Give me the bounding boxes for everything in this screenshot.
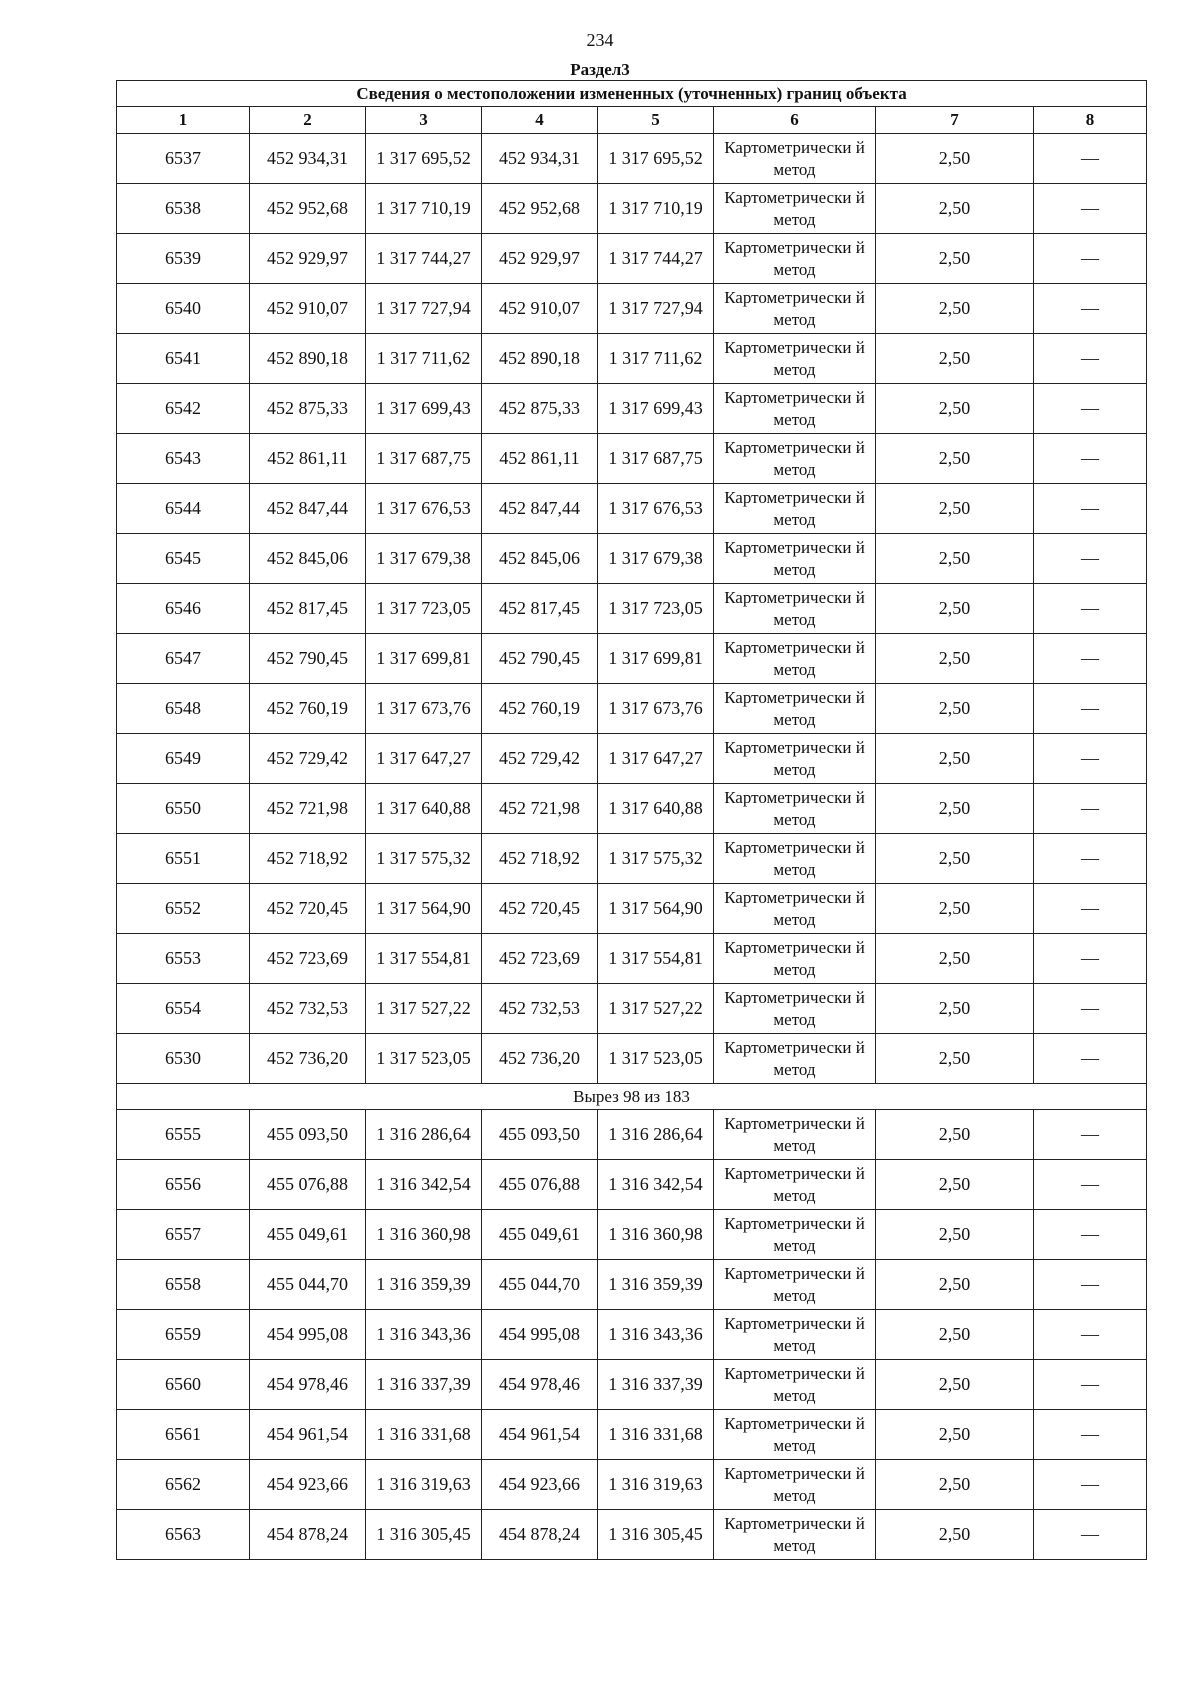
column-number: 3 <box>366 107 482 134</box>
y-new-cell: 1 317 647,27 <box>598 734 714 784</box>
accuracy-cell: 2,50 <box>876 384 1034 434</box>
y-old-cell: 1 317 699,81 <box>366 634 482 684</box>
y-new-cell: 1 316 342,54 <box>598 1160 714 1210</box>
y-old-cell: 1 316 359,39 <box>366 1260 482 1310</box>
y-new-cell: 1 317 710,19 <box>598 184 714 234</box>
note-cell: — <box>1034 734 1147 784</box>
y-new-cell: 1 317 744,27 <box>598 234 714 284</box>
x-new-cell: 452 910,07 <box>482 284 598 334</box>
table-row <box>117 134 1147 184</box>
y-old-cell: 1 316 319,63 <box>366 1460 482 1510</box>
method-cell: Картометрически й метод <box>714 1410 876 1460</box>
accuracy-cell: 2,50 <box>876 1360 1034 1410</box>
x-new-cell: 452 890,18 <box>482 334 598 384</box>
y-new-cell: 1 317 711,62 <box>598 334 714 384</box>
column-number: 4 <box>482 107 598 134</box>
accuracy-cell: 2,50 <box>876 684 1034 734</box>
point-number-cell: 6542 <box>117 384 250 434</box>
y-old-cell: 1 317 554,81 <box>366 934 482 984</box>
method-cell: Картометрически й метод <box>714 1260 876 1310</box>
y-old-cell: 1 317 699,43 <box>366 384 482 434</box>
method-cell: Картометрически й метод <box>714 884 876 934</box>
y-old-cell: 1 316 331,68 <box>366 1410 482 1460</box>
accuracy-cell: 2,50 <box>876 484 1034 534</box>
x-old-cell: 454 978,46 <box>250 1360 366 1410</box>
note-cell: — <box>1034 1410 1147 1460</box>
note-cell: — <box>1034 984 1147 1034</box>
y-old-cell: 1 317 723,05 <box>366 584 482 634</box>
x-old-cell: 452 952,68 <box>250 184 366 234</box>
x-new-cell: 452 760,19 <box>482 684 598 734</box>
table-caption: Сведения о местоположении измененных (уточненных) границ объекта <box>117 81 1147 107</box>
accuracy-cell: 2,50 <box>876 534 1034 584</box>
x-old-cell: 452 845,06 <box>250 534 366 584</box>
y-new-cell: 1 316 337,39 <box>598 1360 714 1410</box>
x-old-cell: 452 910,07 <box>250 284 366 334</box>
table-row <box>117 1510 1147 1560</box>
y-new-cell: 1 317 699,43 <box>598 384 714 434</box>
method-cell: Картометрически й метод <box>714 734 876 784</box>
accuracy-cell: 2,50 <box>876 1160 1034 1210</box>
point-number-cell: 6548 <box>117 684 250 734</box>
point-number-cell: 6547 <box>117 634 250 684</box>
accuracy-cell: 2,50 <box>876 1110 1034 1160</box>
y-new-cell: 1 316 286,64 <box>598 1110 714 1160</box>
x-old-cell: 452 861,11 <box>250 434 366 484</box>
point-number-cell: 6546 <box>117 584 250 634</box>
point-number-cell: 6563 <box>117 1510 250 1560</box>
accuracy-cell: 2,50 <box>876 584 1034 634</box>
x-old-cell: 452 720,45 <box>250 884 366 934</box>
column-number: 7 <box>876 107 1034 134</box>
y-new-cell: 1 317 640,88 <box>598 784 714 834</box>
x-old-cell: 452 875,33 <box>250 384 366 434</box>
y-new-cell: 1 316 305,45 <box>598 1510 714 1560</box>
y-new-cell: 1 317 687,75 <box>598 434 714 484</box>
note-cell: — <box>1034 784 1147 834</box>
column-number: 6 <box>714 107 876 134</box>
point-number-cell: 6553 <box>117 934 250 984</box>
y-new-cell: 1 317 673,76 <box>598 684 714 734</box>
x-new-cell: 455 076,88 <box>482 1160 598 1210</box>
method-cell: Картометрически й метод <box>714 1460 876 1510</box>
x-new-cell: 454 995,08 <box>482 1310 598 1360</box>
y-old-cell: 1 317 710,19 <box>366 184 482 234</box>
accuracy-cell: 2,50 <box>876 1210 1034 1260</box>
table-row <box>117 934 1147 984</box>
y-old-cell: 1 317 744,27 <box>366 234 482 284</box>
accuracy-cell: 2,50 <box>876 984 1034 1034</box>
method-cell: Картометрически й метод <box>714 534 876 584</box>
x-new-cell: 452 720,45 <box>482 884 598 934</box>
point-number-cell: 6545 <box>117 534 250 584</box>
x-new-cell: 452 718,92 <box>482 834 598 884</box>
note-cell: — <box>1034 884 1147 934</box>
y-new-cell: 1 317 723,05 <box>598 584 714 634</box>
y-old-cell: 1 317 564,90 <box>366 884 482 934</box>
y-old-cell: 1 317 676,53 <box>366 484 482 534</box>
table-row <box>117 684 1147 734</box>
accuracy-cell: 2,50 <box>876 634 1034 684</box>
method-cell: Картометрически й метод <box>714 434 876 484</box>
table-row <box>117 784 1147 834</box>
y-new-cell: 1 317 527,22 <box>598 984 714 1034</box>
note-cell: — <box>1034 134 1147 184</box>
accuracy-cell: 2,50 <box>876 134 1034 184</box>
note-cell: — <box>1034 1260 1147 1310</box>
point-number-cell: 6561 <box>117 1410 250 1460</box>
x-old-cell: 455 044,70 <box>250 1260 366 1310</box>
y-new-cell: 1 317 727,94 <box>598 284 714 334</box>
section-label-row <box>117 1084 1147 1110</box>
point-number-cell: 6549 <box>117 734 250 784</box>
x-new-cell: 452 845,06 <box>482 534 598 584</box>
x-new-cell: 452 729,42 <box>482 734 598 784</box>
table-row <box>117 1160 1147 1210</box>
method-cell: Картометрически й метод <box>714 484 876 534</box>
method-cell: Картометрически й метод <box>714 234 876 284</box>
accuracy-cell: 2,50 <box>876 334 1034 384</box>
x-new-cell: 452 875,33 <box>482 384 598 434</box>
x-old-cell: 452 718,92 <box>250 834 366 884</box>
x-new-cell: 452 934,31 <box>482 134 598 184</box>
accuracy-cell: 2,50 <box>876 234 1034 284</box>
note-cell: — <box>1034 634 1147 684</box>
accuracy-cell: 2,50 <box>876 884 1034 934</box>
y-old-cell: 1 317 679,38 <box>366 534 482 584</box>
y-old-cell: 1 316 360,98 <box>366 1210 482 1260</box>
y-new-cell: 1 316 359,39 <box>598 1260 714 1310</box>
note-cell: — <box>1034 384 1147 434</box>
x-new-cell: 455 093,50 <box>482 1110 598 1160</box>
y-old-cell: 1 316 286,64 <box>366 1110 482 1160</box>
x-old-cell: 452 760,19 <box>250 684 366 734</box>
y-new-cell: 1 316 343,36 <box>598 1310 714 1360</box>
table-row <box>117 434 1147 484</box>
x-old-cell: 452 736,20 <box>250 1034 366 1084</box>
point-number-cell: 6560 <box>117 1360 250 1410</box>
x-new-cell: 454 978,46 <box>482 1360 598 1410</box>
accuracy-cell: 2,50 <box>876 1460 1034 1510</box>
table-row <box>117 534 1147 584</box>
x-old-cell: 452 732,53 <box>250 984 366 1034</box>
point-number-cell: 6555 <box>117 1110 250 1160</box>
table-row <box>117 634 1147 684</box>
point-number-cell: 6556 <box>117 1160 250 1210</box>
accuracy-cell: 2,50 <box>876 1034 1034 1084</box>
x-old-cell: 452 721,98 <box>250 784 366 834</box>
column-number: 2 <box>250 107 366 134</box>
note-cell: — <box>1034 1034 1147 1084</box>
accuracy-cell: 2,50 <box>876 284 1034 334</box>
table-row <box>117 484 1147 534</box>
x-new-cell: 452 817,45 <box>482 584 598 634</box>
x-new-cell: 452 732,53 <box>482 984 598 1034</box>
x-old-cell: 455 093,50 <box>250 1110 366 1160</box>
table-row <box>117 834 1147 884</box>
method-cell: Картометрически й метод <box>714 1360 876 1410</box>
accuracy-cell: 2,50 <box>876 434 1034 484</box>
method-cell: Картометрически й метод <box>714 834 876 884</box>
table-row <box>117 884 1147 934</box>
y-new-cell: 1 317 564,90 <box>598 884 714 934</box>
y-old-cell: 1 316 343,36 <box>366 1310 482 1360</box>
column-number: 5 <box>598 107 714 134</box>
x-old-cell: 452 847,44 <box>250 484 366 534</box>
x-new-cell: 455 044,70 <box>482 1260 598 1310</box>
y-old-cell: 1 317 647,27 <box>366 734 482 784</box>
y-old-cell: 1 316 337,39 <box>366 1360 482 1410</box>
point-number-cell: 6554 <box>117 984 250 1034</box>
x-old-cell: 454 961,54 <box>250 1410 366 1460</box>
section-label: Вырез 98 из 183 <box>117 1084 1147 1110</box>
note-cell: — <box>1034 1310 1147 1360</box>
table-row <box>117 584 1147 634</box>
accuracy-cell: 2,50 <box>876 784 1034 834</box>
table-row <box>117 1460 1147 1510</box>
y-new-cell: 1 317 699,81 <box>598 634 714 684</box>
point-number-cell: 6544 <box>117 484 250 534</box>
method-cell: Картометрически й метод <box>714 134 876 184</box>
y-new-cell: 1 317 523,05 <box>598 1034 714 1084</box>
x-old-cell: 452 790,45 <box>250 634 366 684</box>
accuracy-cell: 2,50 <box>876 1310 1034 1360</box>
y-old-cell: 1 317 523,05 <box>366 1034 482 1084</box>
y-old-cell: 1 316 342,54 <box>366 1160 482 1210</box>
coordinates-table <box>116 80 1147 1560</box>
x-old-cell: 454 923,66 <box>250 1460 366 1510</box>
note-cell: — <box>1034 934 1147 984</box>
table-row <box>117 334 1147 384</box>
x-new-cell: 452 723,69 <box>482 934 598 984</box>
y-old-cell: 1 317 673,76 <box>366 684 482 734</box>
note-cell: — <box>1034 234 1147 284</box>
x-old-cell: 452 890,18 <box>250 334 366 384</box>
x-new-cell: 452 952,68 <box>482 184 598 234</box>
note-cell: — <box>1034 184 1147 234</box>
accuracy-cell: 2,50 <box>876 1510 1034 1560</box>
x-old-cell: 455 049,61 <box>250 1210 366 1260</box>
method-cell: Картометрически й метод <box>714 584 876 634</box>
note-cell: — <box>1034 1360 1147 1410</box>
point-number-cell: 6538 <box>117 184 250 234</box>
y-new-cell: 1 317 575,32 <box>598 834 714 884</box>
x-new-cell: 454 878,24 <box>482 1510 598 1560</box>
note-cell: — <box>1034 284 1147 334</box>
y-old-cell: 1 316 305,45 <box>366 1510 482 1560</box>
point-number-cell: 6539 <box>117 234 250 284</box>
x-old-cell: 452 723,69 <box>250 934 366 984</box>
point-number-cell: 6537 <box>117 134 250 184</box>
y-old-cell: 1 317 727,94 <box>366 284 482 334</box>
point-number-cell: 6543 <box>117 434 250 484</box>
x-old-cell: 454 878,24 <box>250 1510 366 1560</box>
method-cell: Картометрически й метод <box>714 284 876 334</box>
x-old-cell: 452 729,42 <box>250 734 366 784</box>
note-cell: — <box>1034 1510 1147 1560</box>
method-cell: Картометрически й метод <box>714 784 876 834</box>
point-number-cell: 6541 <box>117 334 250 384</box>
x-new-cell: 452 929,97 <box>482 234 598 284</box>
accuracy-cell: 2,50 <box>876 734 1034 784</box>
x-new-cell: 452 736,20 <box>482 1034 598 1084</box>
point-number-cell: 6558 <box>117 1260 250 1310</box>
point-number-cell: 6551 <box>117 834 250 884</box>
y-old-cell: 1 317 711,62 <box>366 334 482 384</box>
point-number-cell: 6557 <box>117 1210 250 1260</box>
method-cell: Картометрически й метод <box>714 934 876 984</box>
method-cell: Картометрически й метод <box>714 184 876 234</box>
x-old-cell: 452 817,45 <box>250 584 366 634</box>
point-number-cell: 6540 <box>117 284 250 334</box>
x-new-cell: 455 049,61 <box>482 1210 598 1260</box>
method-cell: Картометрически й метод <box>714 1310 876 1360</box>
table-row <box>117 184 1147 234</box>
note-cell: — <box>1034 334 1147 384</box>
method-cell: Картометрически й метод <box>714 334 876 384</box>
x-old-cell: 455 076,88 <box>250 1160 366 1210</box>
table-row <box>117 1034 1147 1084</box>
point-number-cell: 6562 <box>117 1460 250 1510</box>
column-number: 8 <box>1034 107 1147 134</box>
note-cell: — <box>1034 534 1147 584</box>
table-row <box>117 1260 1147 1310</box>
note-cell: — <box>1034 1110 1147 1160</box>
method-cell: Картометрически й метод <box>714 984 876 1034</box>
method-cell: Картометрически й метод <box>714 1034 876 1084</box>
note-cell: — <box>1034 584 1147 634</box>
table-body <box>117 134 1147 1560</box>
x-new-cell: 452 790,45 <box>482 634 598 684</box>
accuracy-cell: 2,50 <box>876 1410 1034 1460</box>
y-old-cell: 1 317 687,75 <box>366 434 482 484</box>
note-cell: — <box>1034 1460 1147 1510</box>
note-cell: — <box>1034 684 1147 734</box>
point-number-cell: 6530 <box>117 1034 250 1084</box>
y-new-cell: 1 316 319,63 <box>598 1460 714 1510</box>
table-row <box>117 1410 1147 1460</box>
point-number-cell: 6552 <box>117 884 250 934</box>
accuracy-cell: 2,50 <box>876 934 1034 984</box>
section-title: Раздел3 <box>570 60 630 79</box>
y-old-cell: 1 317 640,88 <box>366 784 482 834</box>
y-new-cell: 1 316 331,68 <box>598 1410 714 1460</box>
y-new-cell: 1 317 676,53 <box>598 484 714 534</box>
column-number-row <box>117 107 1147 134</box>
method-cell: Картометрически й метод <box>714 634 876 684</box>
method-cell: Картометрически й метод <box>714 1110 876 1160</box>
table-row <box>117 984 1147 1034</box>
note-cell: — <box>1034 834 1147 884</box>
point-number-cell: 6550 <box>117 784 250 834</box>
method-cell: Картометрически й метод <box>714 1160 876 1210</box>
table-row <box>117 234 1147 284</box>
method-cell: Картометрически й метод <box>714 1210 876 1260</box>
x-old-cell: 454 995,08 <box>250 1310 366 1360</box>
y-new-cell: 1 317 695,52 <box>598 134 714 184</box>
y-old-cell: 1 317 575,32 <box>366 834 482 884</box>
x-old-cell: 452 929,97 <box>250 234 366 284</box>
table-row <box>117 284 1147 334</box>
page-number: 234 <box>586 30 614 50</box>
note-cell: — <box>1034 484 1147 534</box>
accuracy-cell: 2,50 <box>876 184 1034 234</box>
x-new-cell: 452 847,44 <box>482 484 598 534</box>
x-old-cell: 452 934,31 <box>250 134 366 184</box>
x-new-cell: 452 721,98 <box>482 784 598 834</box>
note-cell: — <box>1034 434 1147 484</box>
method-cell: Картометрически й метод <box>714 684 876 734</box>
table-row <box>117 1210 1147 1260</box>
method-cell: Картометрически й метод <box>714 1510 876 1560</box>
y-new-cell: 1 317 554,81 <box>598 934 714 984</box>
table-row <box>117 1310 1147 1360</box>
y-old-cell: 1 317 695,52 <box>366 134 482 184</box>
note-cell: — <box>1034 1210 1147 1260</box>
accuracy-cell: 2,50 <box>876 1260 1034 1310</box>
accuracy-cell: 2,50 <box>876 834 1034 884</box>
table-row <box>117 384 1147 434</box>
x-new-cell: 454 961,54 <box>482 1410 598 1460</box>
y-new-cell: 1 317 679,38 <box>598 534 714 584</box>
y-new-cell: 1 316 360,98 <box>598 1210 714 1260</box>
table-row <box>117 1360 1147 1410</box>
table-row <box>117 734 1147 784</box>
note-cell: — <box>1034 1160 1147 1210</box>
x-new-cell: 454 923,66 <box>482 1460 598 1510</box>
method-cell: Картометрически й метод <box>714 384 876 434</box>
point-number-cell: 6559 <box>117 1310 250 1360</box>
y-old-cell: 1 317 527,22 <box>366 984 482 1034</box>
x-new-cell: 452 861,11 <box>482 434 598 484</box>
table-row <box>117 1110 1147 1160</box>
column-number: 1 <box>117 107 250 134</box>
